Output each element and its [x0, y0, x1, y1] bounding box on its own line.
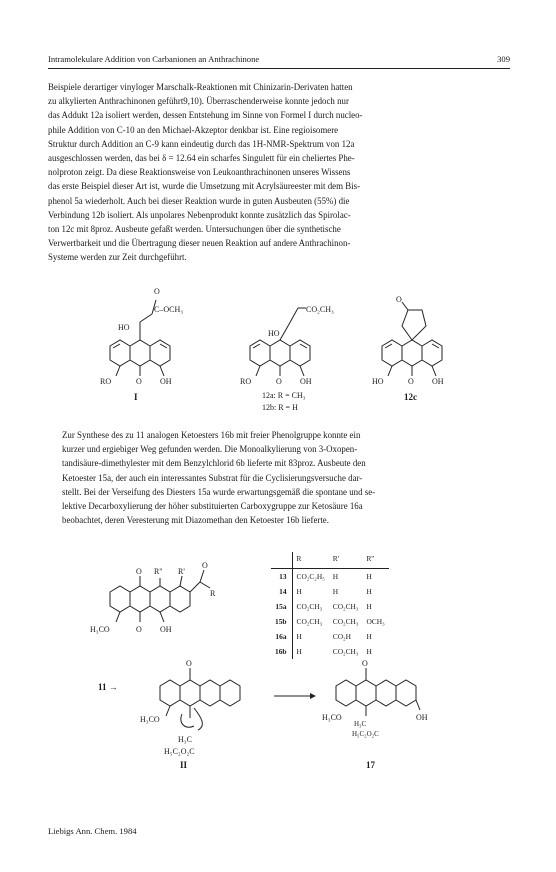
text-line: das Addukt 12a isoliert werden, dessen Entstehung im Sinne von Formel I durch nucleo-	[48, 110, 363, 121]
table-row	[271, 629, 389, 644]
label-quinone-o: O	[136, 625, 142, 634]
table-header-cell: R''	[362, 552, 388, 569]
label-h3co: H₃CO	[140, 715, 160, 724]
label-h3co: H₃CO	[90, 625, 110, 634]
text-line: tandisäure-dimethylester mit dem Benzylchlorid 6b lieferte mit 83proz. Ausbeute den	[62, 458, 366, 469]
table-cell: CO₂CH₃	[296, 602, 323, 611]
text-line: das erste Beispiel dieser Art ist, wurde die Umsetzung mit Acrylsäureester mit dem Bis-	[48, 181, 361, 192]
label-ho: HO	[372, 377, 384, 386]
text-line: stellt. Bei der Verseifung des Diesters 15a wurde erwartungsgemäß die spontane und se-	[62, 486, 376, 497]
compound-id-cell: 15a	[271, 599, 292, 614]
text-line: beobachtet, deren Veresterung mit Diazomethan den Ketoester 16b lieferte.	[62, 515, 329, 526]
label-h3c: H₃C	[354, 720, 367, 728]
label-oh: OH	[432, 377, 444, 386]
structure-12ab	[240, 305, 334, 412]
text-line: lektive Decarboxylierung der höher substituierten Carboxygruppe zur Ketosäure 16a	[62, 501, 363, 512]
scheme-3-reaction	[98, 656, 458, 816]
table-cell: CO₂CH₃	[296, 617, 323, 626]
page-number: 309	[497, 54, 510, 64]
label-o-top: O	[362, 659, 368, 668]
compound-label-12b: 12b: R = H	[262, 403, 298, 412]
label-h3c: H₃C	[178, 735, 192, 744]
table-cell: H	[296, 632, 302, 641]
table-cell: CO₂H	[332, 632, 351, 641]
label-r1: R'	[178, 567, 185, 576]
compound-id-cell: 13	[271, 569, 292, 585]
structure-I	[100, 287, 183, 402]
label-carbonyl-o: O	[154, 287, 160, 296]
table-cell: H	[366, 602, 372, 611]
table-cell: H	[332, 587, 339, 596]
label-o: O	[276, 377, 282, 386]
label-ester: C–OCH₃	[154, 305, 184, 314]
compound-label-II: II	[180, 760, 188, 770]
label-r2: R''	[154, 567, 163, 576]
table-row	[271, 569, 389, 585]
table-row	[271, 614, 389, 629]
label-r: R	[210, 589, 216, 598]
label-o-top: O	[186, 659, 192, 668]
paragraph-1	[48, 80, 510, 265]
journal-footer: Liebigs Ann. Chem. 1984	[48, 826, 137, 836]
label-ro: RO	[240, 377, 252, 386]
arrowhead	[310, 693, 316, 699]
label-start-11: 11 →	[98, 682, 118, 692]
text-line: Ketoester 15a, der auch ein interessantes Substrat für die Cyclisierungsversuche dar-	[62, 472, 363, 483]
text-line: phile Addition von C-10 an den Michael-Akzeptor denkbar ist. Eine regioisomere	[48, 124, 339, 135]
compound-label-17: 17	[366, 760, 375, 770]
text-line: Systeme werden zur Zeit durchgeführt.	[48, 252, 187, 263]
label-ro: RO	[100, 377, 112, 386]
running-title: Intramolekulare Addition von Carbanionen an Anthrachinone	[48, 54, 260, 64]
table-cell: CO₂C₂H₅	[296, 572, 325, 581]
label-o: O	[408, 377, 414, 386]
table-cell: H	[366, 647, 372, 656]
compound-label-12a: 12a: R = CH₃	[262, 391, 306, 400]
table-cell: CO₂CH₃	[332, 647, 359, 656]
table-cell: H	[366, 587, 372, 596]
table-cell: CO₂CH₃	[332, 617, 359, 626]
table-cell: OCH₃	[366, 617, 385, 626]
text-line: zu alkylierten Anthrachinonen geführt9,10). Überraschenderweise konnte jedoch nur	[48, 96, 349, 107]
text-line: ausgeschlossen werden, das bei δ = 12.64 ein scharfes Singulett für ein cheliertes Phe-	[48, 153, 355, 164]
table-cell: H	[296, 647, 302, 656]
text-line: Struktur durch Addition an C-9 kann eindeutig durch das 1H-NMR-Spektrum von 12a	[48, 138, 355, 149]
text-line: Verbindung 12b isoliert. Als unpolares Nebenprodukt konnte zusätzlich das Spirolac-	[48, 209, 351, 220]
text-line: kurzer und ergiebiger Weg gefunden werden. Die Monoalkylierung von 3-Oxopen-	[62, 444, 358, 455]
label-co2ch3: CO₂CH₃	[306, 305, 334, 314]
table-row	[271, 599, 389, 614]
table-cell: CO₂CH₃	[332, 602, 359, 611]
table-header-row	[271, 552, 389, 569]
compound-id-cell: 15b	[271, 614, 292, 629]
table-cell: H	[366, 632, 372, 641]
label-h5c2o2c: H₅C₂O₂C	[164, 747, 195, 756]
label-ho: HO	[268, 329, 280, 338]
table-header-cell	[271, 552, 292, 569]
structure-12c	[372, 295, 444, 402]
label-h5c2o2c: H₅C₂O₂C	[352, 730, 379, 738]
label-ring-o: O	[396, 295, 402, 304]
compound-label-I: I	[134, 392, 138, 402]
table-header-cell: R	[292, 552, 329, 569]
table-cell: H	[296, 587, 302, 596]
scheme-2-structure	[90, 552, 260, 642]
text-line: Beispiele derartiger vinyloger Marschalk-Reaktionen mit Chinizarin-Derivaten hatten	[48, 82, 353, 92]
substituent-table	[271, 552, 389, 659]
running-header	[48, 54, 510, 64]
label-oh: OH	[160, 625, 172, 634]
compound-id-cell: 14	[271, 584, 292, 599]
text-line: nolproton zeigt. Da diese Reaktionsweise von Leukoanthrachinonen unseres Wissens	[48, 167, 351, 178]
table-row	[271, 584, 389, 599]
table-cell: H	[332, 572, 339, 581]
compound-id-cell: 16a	[271, 629, 292, 644]
table-cell: H	[366, 572, 372, 581]
label-oh: OH	[160, 377, 172, 386]
label-side-o: O	[202, 561, 208, 570]
text-line: ton 12c mit 8proz. Ausbeute gefaßt werden. Untersuchungen über die synthetische	[48, 224, 341, 235]
scheme-1-structures	[48, 280, 510, 420]
text-line: phenol 5a wiederholt. Auch bei dieser Reaktion wurde in guten Ausbeuten (55%) die	[48, 195, 350, 206]
header-rule	[48, 68, 510, 69]
table-header-cell: R'	[329, 552, 363, 569]
compound-label-12c: 12c	[404, 392, 417, 402]
structure-17	[322, 659, 428, 770]
text-line: Zur Synthese des zu 11 analogen Ketoesters 16b mit freier Phenolgruppe konnte ein	[62, 430, 361, 440]
label-ho: HO	[118, 323, 130, 332]
structure-II	[140, 659, 240, 770]
compound-id-cell: 16b	[271, 644, 292, 659]
label-o: O	[136, 377, 142, 386]
label-ketone-o: O	[136, 567, 142, 576]
paragraph-2	[48, 428, 510, 527]
label-oh: OH	[416, 713, 428, 722]
label-oh: OH	[300, 377, 312, 386]
text-line: Verwertbarkeit und die Übertragung dieser neuen Reaktion auf andere Anthrachinon-	[48, 238, 351, 249]
label-h3co: H₃CO	[322, 713, 342, 722]
